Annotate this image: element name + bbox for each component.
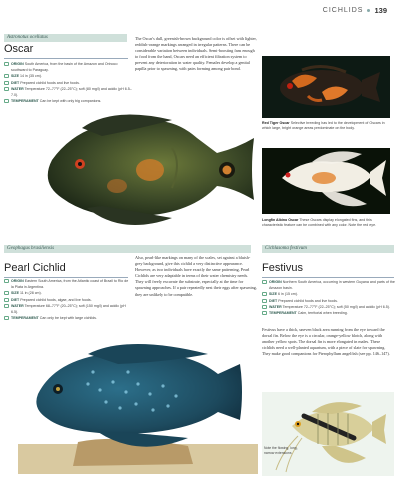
red-tiger-caption: Red Tiger Oscar Selective breeding has led to the development of Oscars in which large, bright orange areas predominate on the body.: [262, 121, 385, 130]
diet-icon: [4, 81, 9, 85]
pearl-title: Pearl Cichlid: [4, 262, 66, 274]
fact-row: TEMPERAMENT Can only be kept with large cichlids.: [4, 315, 132, 321]
water-icon: [262, 305, 267, 309]
oscar-facts: [4, 61, 132, 104]
diet-icon: [4, 298, 9, 302]
fact-row: WATER Temperature 72–77°F (22–25°C); soft (50 mg/l) and acidic (pH 6.5).: [262, 304, 396, 310]
fact-row: SIZE 6 in (15 cm).: [262, 291, 396, 297]
fact-row: DIET Prepared cichlid foods, algae, and live foods.: [4, 297, 132, 303]
fact-row: TEMPERAMENT Calm, territorial when breeding.: [262, 310, 396, 316]
festivus-scientific-name: Cichlasoma festivum: [262, 245, 394, 253]
water-icon: [4, 87, 9, 91]
fact-row: WATER Temperature 72–77°F (22–25°C); soft (80 mg/l) and acidic (pH 6.5–7.0).: [4, 86, 132, 98]
origin-icon: [4, 62, 9, 66]
fact-row: SIZE 14 in (35 cm).: [4, 73, 132, 79]
size-icon: [4, 291, 9, 295]
fact-row: ORIGIN Northern South America, occurring in western Guyana and parts of the Amazon basin.: [262, 279, 396, 291]
festivus-caption: Note the flowing, long, narrow extensions: [264, 446, 298, 455]
running-header: [323, 6, 387, 15]
size-icon: [262, 292, 267, 296]
fact-row: ORIGIN Eastern South America, from the Atlantic coast of Brazil to Rio de la Plata in Argentina.: [4, 278, 132, 290]
origin-icon: [4, 279, 9, 283]
temperament-icon: [4, 316, 9, 320]
festivus-title: Festivus: [262, 262, 303, 274]
fact-row: SIZE 11 in (28 cm).: [4, 290, 132, 296]
festivus-photo: [262, 392, 394, 476]
oscar-scientific-name: Astronotus ocellatus: [4, 34, 127, 42]
size-icon: [4, 74, 9, 78]
diet-icon: [262, 299, 267, 303]
longfin-albino-caption: Longfin Albino Oscar These Oscars display elongated fins, and this characteristic feature can be combined with any color. Note the red eye.: [262, 218, 377, 227]
divider: [4, 58, 128, 59]
section-name: CICHLIDS: [322, 7, 364, 14]
pearl-body-text: Also, pearl-like markings on many of the scales, set against a bluish-grey background, give this cichlid a very distinctive appearance. However, as two individuals have exactly the same patterning, Pearl Cichlids are very adaptable in terms of their water chemistry needs. They will freely excavate the substrate, especially at the time for spawning approaches. If a pair repeatedly nest their eggs after spawning, they are unlikely to be compatible.: [135, 255, 257, 297]
origin-icon: [262, 280, 267, 284]
festivus-facts: [262, 279, 396, 316]
pearl-facts: [4, 278, 132, 321]
fact-row: WATER Temperature 68–77°F (20–25°C); soft (150 mg/l) and acidic (pH 6.5).: [4, 303, 132, 315]
fact-row: DIET Prepared cichlid foods and live foods.: [262, 298, 396, 304]
page-number: 139: [374, 6, 387, 15]
oscar-title: Oscar: [4, 43, 34, 55]
pearl-scientific-name: Geophagus brasiliensis: [4, 245, 251, 253]
longfin-albino-oscar-photo: [262, 148, 390, 214]
divider: [262, 277, 394, 278]
oscar-body-text: The Oscar's dull, greenish-brown background color is offset with lighter, reddish-orange markings arranged in irregular patterns. There can be considerable variation between individuals. Semi-boosting fans enough to food from the hand, Oscars need an efficient filtration system to prevent any deterioration in water quality. Females develop a genital papilla prior to spawning, with pairs forming among pair bond.: [135, 36, 257, 72]
festivus-body-text: Festivus have a thick, uneven black area running from the eye toward the dorsal fin. Below the eye is a circular, orange-yellow blotch, along with another yellow spots. The dorsal fin is more elongated in males. These cichlids need a well-planted aquarium, with a piece of slate for spawning. They make good companions for Pterophyllum angelfish (see pp. 146–147).: [262, 327, 390, 357]
temperament-icon: [262, 311, 267, 315]
fact-row: DIET Prepared cichlid foods and live foods.: [4, 80, 132, 86]
red-tiger-oscar-photo: [262, 56, 390, 118]
separator-dot-icon: [367, 9, 370, 12]
water-icon: [4, 304, 9, 308]
pearl-cichlid-photo: [18, 334, 258, 474]
fact-row: TEMPERAMENT Can be kept with only big companions.: [4, 98, 132, 104]
fact-row: ORIGIN South America, from the basin of the Amazon and Orinoco southward to Paraguay.: [4, 61, 132, 73]
oscar-photo: [22, 108, 262, 240]
temperament-icon: [4, 99, 9, 103]
